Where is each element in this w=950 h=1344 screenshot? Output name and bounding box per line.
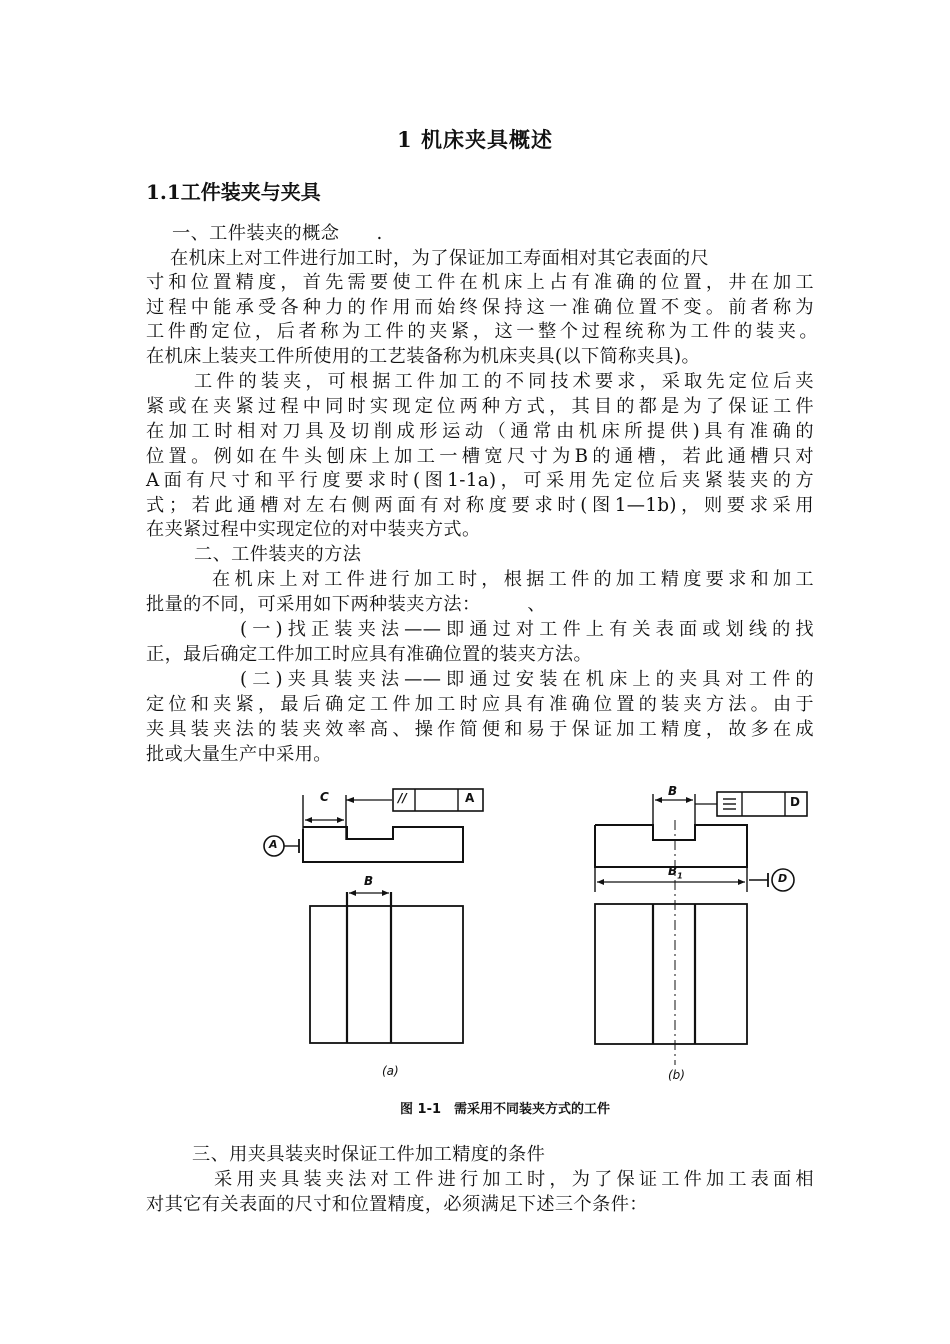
paragraph-line: 工件的装夹，可根据工件加工的不同技术要求，采取先定位后夹 — [194, 371, 814, 392]
fcf-parallel-symbol: // — [398, 791, 407, 805]
subheading-conditions: 三、用夹具装夹时保证工件加工精度的条件 — [192, 1144, 546, 1165]
paragraph-line: A面有尺寸和平行度要求时(图1-1a)，可采用先定位后夹紧装夹的方 — [146, 470, 814, 491]
paragraph-line: 在机床上对工件进行加工时，根据工件的加工精度要求和加工 — [212, 569, 814, 590]
paragraph-line: 式；若此通槽对左右侧两面有对称度要求时(图1—1b)，则要求采用 — [146, 495, 814, 516]
dimension-label-b1: $B_1$ — [668, 864, 683, 881]
paragraph-line: 在加工时相对刀具及切削成形运动（通常由机床所提供)具有准确的 — [146, 421, 814, 442]
paragraph-line: 紧或在夹紧过程中同时实现定位两种方式，其目的都是为了保证工件 — [146, 396, 814, 417]
paragraph-line: 寸和位置精度，首先需要使工件在机床上占有准确的位置，井在加工 — [146, 272, 814, 293]
paragraph-line: 正，最后确定工件加工时应具有准确位置的装夹方法。 — [146, 644, 593, 665]
figure-caption: 图 1-1 需采用不同装夹方式的工件 — [400, 1102, 611, 1117]
subfigure-a-label: (a) — [382, 1064, 399, 1078]
paragraph-line: 过程中能承受各种力的作用而始终保持这一准确位置不变。前者称为 — [146, 297, 814, 318]
chapter-title: 1 机床夹具概述 — [397, 127, 553, 152]
figure-1-1 — [250, 780, 850, 1120]
paragraph-line: (一)找正装夹法——即通过对工件上有关表面或划线的找 — [240, 619, 814, 640]
section-title: 1.1工件装夹与夹具 — [146, 180, 321, 204]
paragraph-line: 对其它有关表面的尺寸和位置精度，必须满足下述三个条件： — [146, 1194, 648, 1215]
paragraph-line: 夹具装夹法的装夹效率高、操作简便和易于保证加工精度，故多在成 — [146, 719, 814, 740]
fcf-datum-a: A — [465, 791, 475, 805]
datum-d-label: D — [778, 872, 788, 885]
subheading-concept: 一、工件装夹的概念 . — [172, 223, 383, 244]
paragraph-line: 定位和夹紧，最后确定工件加工时应具有准确位置的装夹方法。由于 — [146, 694, 814, 715]
paragraph-line: 位置。例如在牛头刨床上加工一槽宽尺寸为B的通槽，若此通槽只对 — [146, 446, 814, 467]
figure-drawing — [250, 780, 850, 1120]
paragraph-line: 批或大量生产中采用。 — [146, 744, 332, 765]
paragraph-line: 在夹紧过程中实现定位的对中装夹方式。 — [146, 519, 481, 540]
subfigure-b-label: (b) — [668, 1068, 685, 1082]
paragraph-line: 在机床上对工件进行加工时，为了保证加工寿面相对其它表面的尺 — [170, 248, 710, 269]
dimension-label-b-b: B — [668, 784, 678, 798]
fcf-datum-d: D — [790, 795, 800, 809]
subheading-method: 二、工件装夹的方法 — [194, 544, 362, 565]
paragraph-line: 在机床上装夹工件所使用的工艺装备称为机床夹具(以下简称夹具)。 — [146, 346, 701, 367]
paragraph-line: 工件酌定位，后者称为工件的夹紧，这一整个过程统称为工件的装夹。 — [146, 321, 818, 342]
datum-a-label: A — [269, 838, 278, 851]
dimension-label-b-a: B — [364, 874, 374, 888]
paragraph-line: 采用夹具装夹法对工件进行加工时，为了保证工件加工表面相 — [214, 1169, 814, 1190]
dimension-label-c: C — [320, 790, 329, 804]
paragraph-line: (二)夹具装夹法——即通过安装在机床上的夹具对工件的 — [240, 669, 814, 690]
paragraph-line: 批量的不同，可采用如下两种装夹方法： 、 — [146, 594, 546, 615]
